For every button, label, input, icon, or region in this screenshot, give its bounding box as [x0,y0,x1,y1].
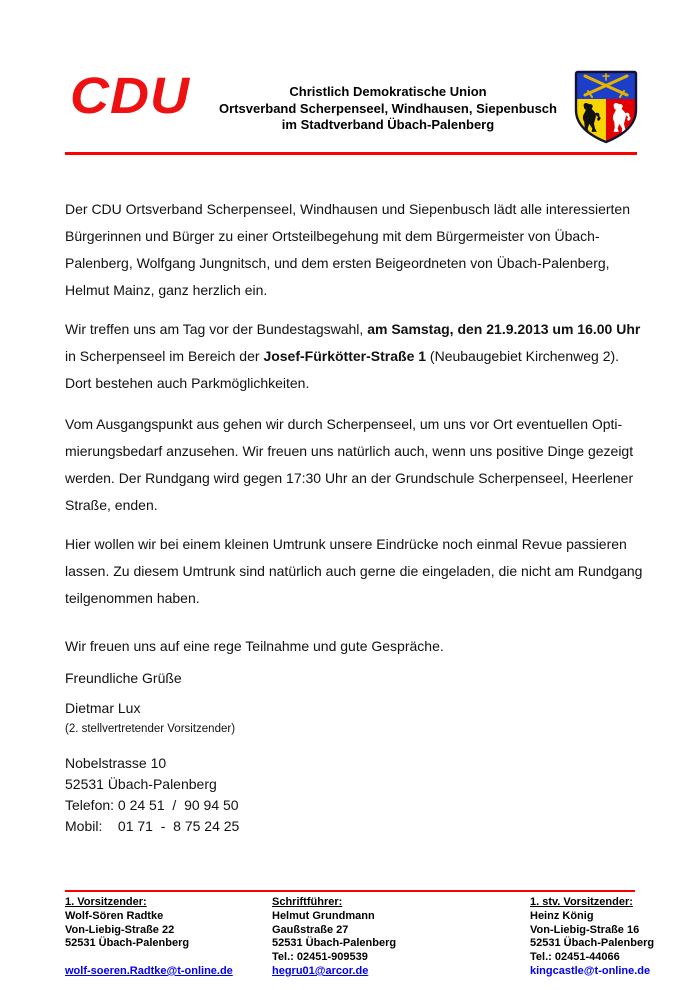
letter-line [65,316,645,343]
closing-salutation: Freundliche Grüße [65,670,182,686]
footer-column-stv-vorsitzender [530,896,655,979]
footer-street: Von-Liebig-Straße 22 [65,923,175,936]
org-line-2: Ortsverband Scherpenseel, Windhausen, Siepenbusch [219,100,557,116]
org-line-3: im Stadtverband Übach-Palenberg [281,117,495,132]
letter-line: Der CDU Ortsverband Scherpenseel, Windhausen und Siepenbusch lädt alle interessierten [65,201,630,217]
address-mobile: Mobil: 01 71 - 8 75 24 25 [65,818,240,834]
email-link-vorsitzender[interactable]: wolf-soeren.Radtke@t-online.de [65,964,233,977]
footer-name: Heinz König [530,909,594,922]
footer [65,896,655,979]
footer-city: 52531 Übach-Palenberg [530,937,655,950]
paragraph-invitation [65,196,645,304]
letter-line: Straße, enden. [65,497,158,513]
text-run: Wir treffen uns am Tag vor der Bundestagswahl, [65,321,368,337]
coat-of-arms-shield-icon [574,70,638,144]
address-phone: Telefon: 0 24 51 / 90 94 50 [65,797,239,813]
paragraph-walk-route [65,411,645,519]
address-city: 52531 Übach-Palenberg [65,776,217,792]
address-street: Nobelstrasse 10 [65,755,167,771]
footer-phone: Tel.: 02451-44066 [530,951,620,964]
letter-line: Palenberg, Wolfgang Jungnitsch, und dem ersten Beigeordneten von Übach-Palenberg, [65,255,610,271]
footer-phone: Tel.: 02451-909539 [272,951,368,964]
email-link-schriftfuehrer[interactable]: hegru01@arcor.de [272,964,369,977]
signer-address-block [65,753,645,837]
letter-line: Vom Ausgangspunkt aus gehen wir durch Scherpenseel, um uns vor Ort eventuellen Opti- [65,416,623,432]
letter-line: teilgenommen haben. [65,590,200,606]
signer-name: Dietmar Lux [65,700,141,716]
signer-role: (2. stellvertretender Vorsitzender) [65,723,236,735]
letter-line: Bürgerinnen und Bürger zu einer Ortsteilbegehung mit dem Bürgermeister von Übach- [65,228,600,244]
letter-line: lassen. Zu diesem Umtrunk sind natürlich auch gerne die eingeladen, die nicht am Rundgang [65,563,643,579]
meeting-datetime: am Samstag, den 21.9.2013 um 16.00 Uhr [367,321,641,337]
paragraph-teilnahme: Wir freuen uns auf eine rege Teilnahme und gute Gespräche. [65,638,444,654]
text-run: (Neubaugebiet Kirchenweg 2). [426,348,620,364]
letter-line [65,343,645,370]
letter-line: mierungsbedarf anzusehen. Wir freuen uns natürlich auch, wenn uns positive Dinge gezeigt [65,443,634,459]
org-line-1: Christlich Demokratische Union [289,84,487,99]
letter-line: Dort bestehen auch Parkmöglichkeiten. [65,375,310,391]
footer-role-title: 1. Vorsitzender: [65,896,147,908]
letter-body [65,196,645,837]
cdu-logo: CDU [70,67,190,125]
letter-line: Helmut Mainz, ganz herzlich ein. [65,282,268,298]
letter-line: werden. Der Rundgang wird gegen 17:30 Uhr an der Grundschule Scherpenseel, Heerlener [65,470,634,486]
footer-red-rule [65,890,635,892]
text-run: in Scherpenseel im Bereich der [65,348,264,364]
letter-line: Hier wollen wir bei einem kleinen Umtrunk unsere Eindrücke noch einmal Revue passieren [65,536,627,552]
meeting-address: Josef-Fürkötter-Straße 1 [263,348,427,364]
footer-role-title: Schriftführer: [272,896,343,908]
footer-city: 52531 Übach-Palenberg [272,937,397,950]
footer-spacer [65,951,272,965]
header-red-rule [65,152,637,155]
footer-city: 52531 Übach-Palenberg [65,937,190,950]
paragraph-meeting-details [65,316,645,397]
footer-name: Wolf-Sören Radtke [65,909,164,922]
footer-street: Von-Liebig-Straße 16 [530,923,640,936]
org-header [172,84,604,134]
paragraph-umtrunk [65,531,645,612]
footer-role-title: 1. stv. Vorsitzender: [530,896,633,908]
footer-column-vorsitzender [65,896,272,979]
footer-street: Gaußstraße 27 [272,923,349,936]
footer-column-schriftfuehrer [272,896,530,979]
footer-name: Helmut Grundmann [272,909,375,922]
email-link-stv-vorsitzender[interactable]: kingcastle@t-online.de [530,964,651,977]
